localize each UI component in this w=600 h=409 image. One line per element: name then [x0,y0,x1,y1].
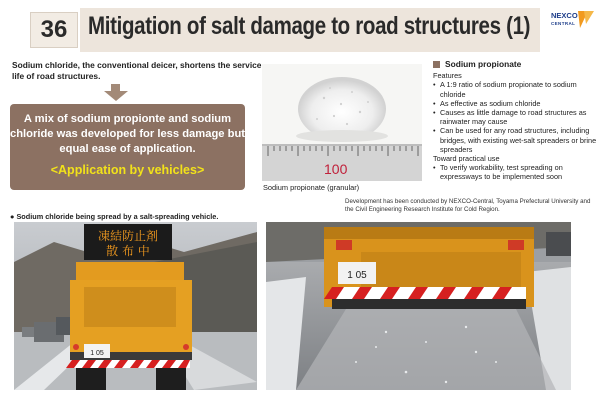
page-title: Mitigation of salt damage to road structures (1) [88,12,531,40]
credit-text: Development has been conducted by NEXCO-Central, Toyama Prefectural University and the Civil Engineering Research Institute for Cold Region. [345,198,591,213]
list-item: • To verify workability, test spreading on expressways to be implemented soon [433,163,597,181]
svg-text:1 05: 1 05 [90,350,104,357]
salt-photo-caption: Sodium propionate (granular) [263,183,360,192]
sodium-propionate-photo [262,64,422,181]
list-item: • Causes as little damage to road structures as rainwater may cause [433,108,597,126]
features-list [433,80,597,154]
features-label: Features [433,71,462,81]
slide-number: 36 [30,12,78,48]
practical-list [433,163,597,181]
square-bullet-icon [433,61,440,68]
truck-rear-photo [14,222,257,390]
svg-text:散 布 中: 散 布 中 [106,244,150,258]
header [0,0,600,58]
mix-description: A mix of sodium propionte and sodium chloride was developed for less damage but equal ease of application. [10,113,246,155]
ruler-number: 100 [324,161,348,177]
down-arrow-icon [104,91,128,101]
list-item: • A 1:9 ratio of sodium propionate to sodium chloride [433,80,597,98]
list-item: • Can be used for any road structures, including bridges, with existing wet-salt spreaders or brine spreaders [433,126,597,154]
logo-text: NEXCO CENTRAL [551,11,578,26]
application-label: <Application by vehicles> [50,163,205,177]
list-item: • As effective as sodium chloride [433,99,597,108]
intro-text: Sodium chloride, the conventional deicer, shortens the service life of road structures. [12,60,262,81]
practical-label: Toward practical use [433,154,500,164]
svg-text:凍結防止剤: 凍結防止剤 [97,229,159,243]
properties-panel [433,60,597,182]
truck-spreading-photo [266,222,571,390]
spread-caption: ● Sodium chloride being spread by a salt-spreading vehicle. [10,212,219,221]
properties-heading: Sodium propionate [433,60,597,69]
down-arrow-stem [111,84,120,91]
bullet-icon: ● [10,212,17,221]
svg-text:1 05: 1 05 [347,270,367,281]
